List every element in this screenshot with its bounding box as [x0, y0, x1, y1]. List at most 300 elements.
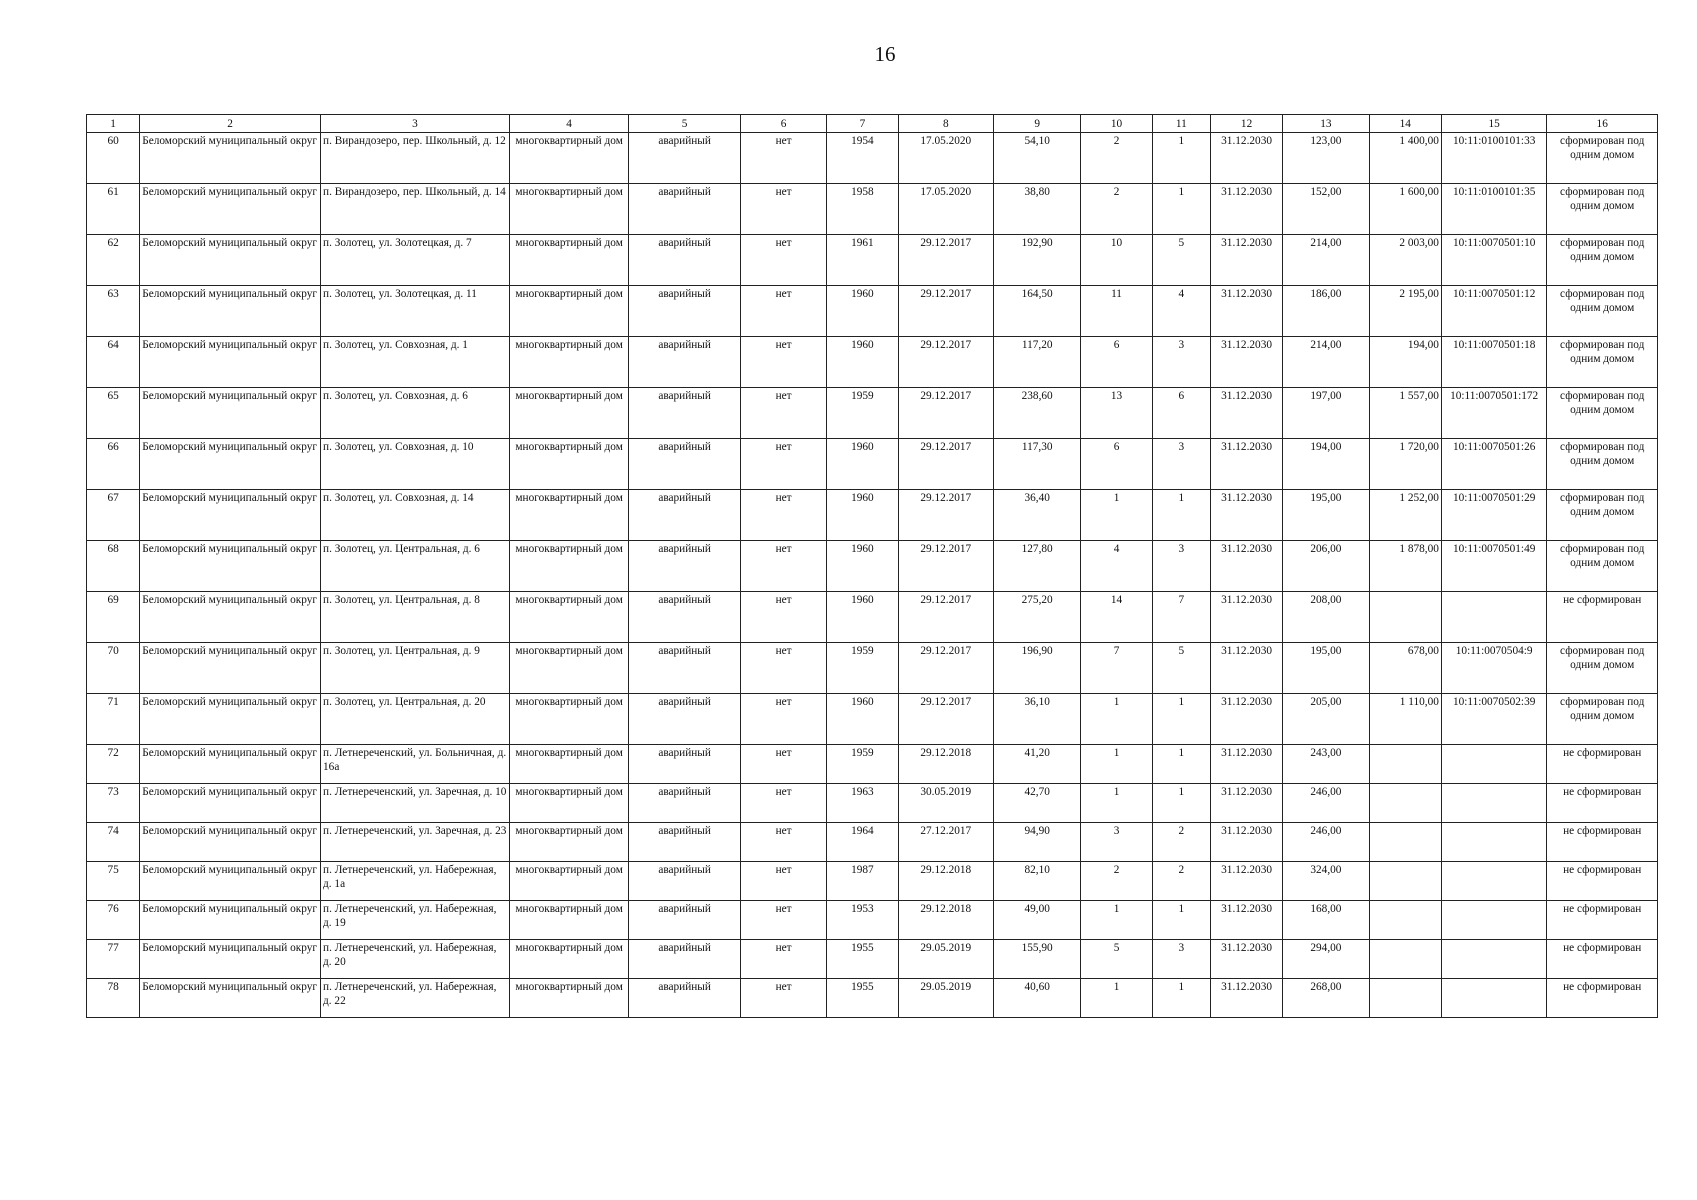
col10-cell: 1	[1081, 979, 1152, 1018]
status-cell: аварийный	[629, 541, 740, 592]
area-cell: 41,20	[993, 745, 1080, 784]
col14-cell	[1369, 901, 1441, 940]
col10-cell: 10	[1081, 235, 1152, 286]
col10-cell: 1	[1081, 694, 1152, 745]
land-status-cell: не сформирован	[1547, 823, 1658, 862]
col13-cell: 243,00	[1283, 745, 1369, 784]
col13-cell: 205,00	[1283, 694, 1369, 745]
flag-cell: нет	[740, 592, 826, 643]
flag-cell: нет	[740, 388, 826, 439]
year-cell: 1963	[827, 784, 898, 823]
column-header: 8	[898, 115, 993, 133]
cadastre-cell: 10:11:0100101:35	[1441, 184, 1546, 235]
address-cell: п. Золотец, ул. Центральная, д. 9	[321, 643, 510, 694]
municipality-cell: Беломорский муниципальный округ	[140, 286, 321, 337]
table-row	[87, 439, 1658, 490]
cadastre-cell	[1441, 862, 1546, 901]
date-cell: 29.12.2017	[898, 337, 993, 388]
land-status-cell: сформирован под одним домом	[1547, 490, 1658, 541]
date-cell: 29.12.2018	[898, 901, 993, 940]
year-cell: 1959	[827, 643, 898, 694]
year-cell: 1955	[827, 979, 898, 1018]
area-cell: 196,90	[993, 643, 1080, 694]
area-cell: 117,20	[993, 337, 1080, 388]
status-cell: аварийный	[629, 337, 740, 388]
municipality-cell: Беломорский муниципальный округ	[140, 901, 321, 940]
col13-cell: 214,00	[1283, 235, 1369, 286]
row-number: 66	[87, 439, 140, 490]
address-cell: п. Золотец, ул. Золотецкая, д. 7	[321, 235, 510, 286]
building-type-cell: многоквартирный дом	[509, 979, 629, 1018]
building-type-cell: многоквартирный дом	[509, 862, 629, 901]
flag-cell: нет	[740, 235, 826, 286]
deadline-cell: 31.12.2030	[1210, 133, 1282, 184]
col11-cell: 3	[1152, 541, 1210, 592]
col10-cell: 14	[1081, 592, 1152, 643]
cadastre-cell	[1441, 784, 1546, 823]
year-cell: 1960	[827, 439, 898, 490]
col11-cell: 1	[1152, 133, 1210, 184]
area-cell: 36,10	[993, 694, 1080, 745]
municipality-cell: Беломорский муниципальный округ	[140, 592, 321, 643]
building-type-cell: многоквартирный дом	[509, 823, 629, 862]
col10-cell: 1	[1081, 784, 1152, 823]
col11-cell: 3	[1152, 439, 1210, 490]
row-number: 74	[87, 823, 140, 862]
col14-cell: 1 878,00	[1369, 541, 1441, 592]
deadline-cell: 31.12.2030	[1210, 592, 1282, 643]
col11-cell: 3	[1152, 337, 1210, 388]
flag-cell: нет	[740, 133, 826, 184]
column-header: 12	[1210, 115, 1282, 133]
building-type-cell: многоквартирный дом	[509, 940, 629, 979]
table-row	[87, 694, 1658, 745]
municipality-cell: Беломорский муниципальный округ	[140, 235, 321, 286]
deadline-cell: 31.12.2030	[1210, 694, 1282, 745]
address-cell: п. Вирандозеро, пер. Школьный, д. 14	[321, 184, 510, 235]
address-cell: п. Летнереченский, ул. Больничная, д. 16а	[321, 745, 510, 784]
status-cell: аварийный	[629, 235, 740, 286]
area-cell: 82,10	[993, 862, 1080, 901]
row-number: 65	[87, 388, 140, 439]
date-cell: 29.12.2018	[898, 745, 993, 784]
row-number: 71	[87, 694, 140, 745]
table-row	[87, 388, 1658, 439]
address-cell: п. Золотец, ул. Совхозная, д. 6	[321, 388, 510, 439]
col11-cell: 1	[1152, 784, 1210, 823]
area-cell: 117,30	[993, 439, 1080, 490]
table-row	[87, 784, 1658, 823]
col14-cell: 1 557,00	[1369, 388, 1441, 439]
municipality-cell: Беломорский муниципальный округ	[140, 133, 321, 184]
building-type-cell: многоквартирный дом	[509, 784, 629, 823]
land-status-cell: не сформирован	[1547, 745, 1658, 784]
col14-cell	[1369, 823, 1441, 862]
col14-cell: 2 195,00	[1369, 286, 1441, 337]
col11-cell: 1	[1152, 979, 1210, 1018]
col14-cell	[1369, 979, 1441, 1018]
table-row	[87, 235, 1658, 286]
status-cell: аварийный	[629, 388, 740, 439]
land-status-cell: не сформирован	[1547, 862, 1658, 901]
date-cell: 29.12.2018	[898, 862, 993, 901]
cadastre-cell: 10:11:0070501:12	[1441, 286, 1546, 337]
area-cell: 36,40	[993, 490, 1080, 541]
row-number: 76	[87, 901, 140, 940]
flag-cell: нет	[740, 694, 826, 745]
row-number: 69	[87, 592, 140, 643]
col14-cell: 1 720,00	[1369, 439, 1441, 490]
col14-cell	[1369, 592, 1441, 643]
table-row	[87, 184, 1658, 235]
col10-cell: 13	[1081, 388, 1152, 439]
deadline-cell: 31.12.2030	[1210, 979, 1282, 1018]
deadline-cell: 31.12.2030	[1210, 643, 1282, 694]
municipality-cell: Беломорский муниципальный округ	[140, 784, 321, 823]
address-cell: п. Золотец, ул. Совхозная, д. 14	[321, 490, 510, 541]
address-cell: п. Золотец, ул. Центральная, д. 8	[321, 592, 510, 643]
col14-cell: 194,00	[1369, 337, 1441, 388]
land-status-cell: сформирован под одним домом	[1547, 541, 1658, 592]
date-cell: 29.12.2017	[898, 235, 993, 286]
cadastre-cell: 10:11:0070501:18	[1441, 337, 1546, 388]
row-number: 75	[87, 862, 140, 901]
building-type-cell: многоквартирный дом	[509, 592, 629, 643]
land-status-cell: не сформирован	[1547, 592, 1658, 643]
status-cell: аварийный	[629, 745, 740, 784]
row-number: 67	[87, 490, 140, 541]
column-header: 3	[321, 115, 510, 133]
area-cell: 38,80	[993, 184, 1080, 235]
col13-cell: 268,00	[1283, 979, 1369, 1018]
date-cell: 29.12.2017	[898, 388, 993, 439]
year-cell: 1960	[827, 286, 898, 337]
flag-cell: нет	[740, 745, 826, 784]
status-cell: аварийный	[629, 490, 740, 541]
year-cell: 1960	[827, 592, 898, 643]
cadastre-cell: 10:11:0070501:49	[1441, 541, 1546, 592]
municipality-cell: Беломорский муниципальный округ	[140, 940, 321, 979]
date-cell: 29.12.2017	[898, 694, 993, 745]
date-cell: 29.12.2017	[898, 643, 993, 694]
deadline-cell: 31.12.2030	[1210, 901, 1282, 940]
col10-cell: 2	[1081, 862, 1152, 901]
date-cell: 29.12.2017	[898, 439, 993, 490]
col14-cell	[1369, 784, 1441, 823]
status-cell: аварийный	[629, 979, 740, 1018]
deadline-cell: 31.12.2030	[1210, 940, 1282, 979]
column-header: 4	[509, 115, 629, 133]
municipality-cell: Беломорский муниципальный округ	[140, 694, 321, 745]
col14-cell: 678,00	[1369, 643, 1441, 694]
building-type-cell: многоквартирный дом	[509, 337, 629, 388]
col10-cell: 3	[1081, 823, 1152, 862]
col13-cell: 197,00	[1283, 388, 1369, 439]
building-type-cell: многоквартирный дом	[509, 439, 629, 490]
year-cell: 1959	[827, 388, 898, 439]
flag-cell: нет	[740, 940, 826, 979]
column-header: 1	[87, 115, 140, 133]
deadline-cell: 31.12.2030	[1210, 439, 1282, 490]
status-cell: аварийный	[629, 784, 740, 823]
housing-table	[86, 114, 1658, 1018]
col13-cell: 246,00	[1283, 784, 1369, 823]
status-cell: аварийный	[629, 862, 740, 901]
deadline-cell: 31.12.2030	[1210, 337, 1282, 388]
date-cell: 30.05.2019	[898, 784, 993, 823]
deadline-cell: 31.12.2030	[1210, 823, 1282, 862]
col14-cell	[1369, 940, 1441, 979]
deadline-cell: 31.12.2030	[1210, 235, 1282, 286]
column-header: 9	[993, 115, 1080, 133]
address-cell: п. Летнереченский, ул. Набережная, д. 19	[321, 901, 510, 940]
col14-cell: 1 600,00	[1369, 184, 1441, 235]
col10-cell: 4	[1081, 541, 1152, 592]
status-cell: аварийный	[629, 133, 740, 184]
cadastre-cell	[1441, 901, 1546, 940]
address-cell: п. Летнереченский, ул. Набережная, д. 1а	[321, 862, 510, 901]
col10-cell: 6	[1081, 439, 1152, 490]
col10-cell: 2	[1081, 184, 1152, 235]
area-cell: 164,50	[993, 286, 1080, 337]
land-status-cell: сформирован под одним домом	[1547, 388, 1658, 439]
area-cell: 54,10	[993, 133, 1080, 184]
table-row	[87, 133, 1658, 184]
address-cell: п. Золотец, ул. Совхозная, д. 1	[321, 337, 510, 388]
land-status-cell: не сформирован	[1547, 901, 1658, 940]
row-number: 77	[87, 940, 140, 979]
col14-cell: 1 110,00	[1369, 694, 1441, 745]
col13-cell: 195,00	[1283, 643, 1369, 694]
col11-cell: 2	[1152, 862, 1210, 901]
date-cell: 29.12.2017	[898, 490, 993, 541]
area-cell: 238,60	[993, 388, 1080, 439]
year-cell: 1960	[827, 694, 898, 745]
area-cell: 49,00	[993, 901, 1080, 940]
building-type-cell: многоквартирный дом	[509, 694, 629, 745]
land-status-cell: сформирован под одним домом	[1547, 439, 1658, 490]
column-header: 2	[140, 115, 321, 133]
deadline-cell: 31.12.2030	[1210, 184, 1282, 235]
col14-cell: 2 003,00	[1369, 235, 1441, 286]
status-cell: аварийный	[629, 901, 740, 940]
col13-cell: 168,00	[1283, 901, 1369, 940]
municipality-cell: Беломорский муниципальный округ	[140, 823, 321, 862]
address-cell: п. Летнереченский, ул. Заречная, д. 23	[321, 823, 510, 862]
status-cell: аварийный	[629, 643, 740, 694]
deadline-cell: 31.12.2030	[1210, 388, 1282, 439]
col11-cell: 6	[1152, 388, 1210, 439]
status-cell: аварийный	[629, 823, 740, 862]
land-status-cell: не сформирован	[1547, 940, 1658, 979]
building-type-cell: многоквартирный дом	[509, 643, 629, 694]
cadastre-cell	[1441, 745, 1546, 784]
row-number: 64	[87, 337, 140, 388]
row-number: 63	[87, 286, 140, 337]
building-type-cell: многоквартирный дом	[509, 490, 629, 541]
area-cell: 192,90	[993, 235, 1080, 286]
land-status-cell: сформирован под одним домом	[1547, 643, 1658, 694]
area-cell: 94,90	[993, 823, 1080, 862]
address-cell: п. Летнереченский, ул. Заречная, д. 10	[321, 784, 510, 823]
municipality-cell: Беломорский муниципальный округ	[140, 337, 321, 388]
flag-cell: нет	[740, 337, 826, 388]
building-type-cell: многоквартирный дом	[509, 184, 629, 235]
building-type-cell: многоквартирный дом	[509, 286, 629, 337]
table-row	[87, 979, 1658, 1018]
table-row	[87, 823, 1658, 862]
cadastre-cell: 10:11:0070501:172	[1441, 388, 1546, 439]
year-cell: 1955	[827, 940, 898, 979]
row-number: 62	[87, 235, 140, 286]
row-number: 78	[87, 979, 140, 1018]
municipality-cell: Беломорский муниципальный округ	[140, 979, 321, 1018]
land-status-cell: сформирован под одним домом	[1547, 184, 1658, 235]
area-cell: 155,90	[993, 940, 1080, 979]
table-row	[87, 541, 1658, 592]
table-row	[87, 337, 1658, 388]
flag-cell: нет	[740, 979, 826, 1018]
building-type-cell: многоквартирный дом	[509, 133, 629, 184]
row-number: 68	[87, 541, 140, 592]
column-header: 14	[1369, 115, 1441, 133]
col13-cell: 206,00	[1283, 541, 1369, 592]
status-cell: аварийный	[629, 184, 740, 235]
cadastre-cell	[1441, 592, 1546, 643]
address-cell: п. Летнереченский, ул. Набережная, д. 20	[321, 940, 510, 979]
table-row	[87, 901, 1658, 940]
deadline-cell: 31.12.2030	[1210, 490, 1282, 541]
deadline-cell: 31.12.2030	[1210, 286, 1282, 337]
row-number: 60	[87, 133, 140, 184]
deadline-cell: 31.12.2030	[1210, 862, 1282, 901]
flag-cell: нет	[740, 286, 826, 337]
deadline-cell: 31.12.2030	[1210, 784, 1282, 823]
land-status-cell: не сформирован	[1547, 784, 1658, 823]
municipality-cell: Беломорский муниципальный округ	[140, 388, 321, 439]
table-row	[87, 592, 1658, 643]
date-cell: 27.12.2017	[898, 823, 993, 862]
building-type-cell: многоквартирный дом	[509, 745, 629, 784]
table-row	[87, 490, 1658, 541]
col14-cell	[1369, 745, 1441, 784]
column-header: 15	[1441, 115, 1546, 133]
cadastre-cell: 10:11:0070501:10	[1441, 235, 1546, 286]
year-cell: 1961	[827, 235, 898, 286]
address-cell: п. Золотец, ул. Центральная, д. 20	[321, 694, 510, 745]
col10-cell: 1	[1081, 745, 1152, 784]
col10-cell: 11	[1081, 286, 1152, 337]
status-cell: аварийный	[629, 940, 740, 979]
municipality-cell: Беломорский муниципальный округ	[140, 541, 321, 592]
date-cell: 29.05.2019	[898, 940, 993, 979]
column-number-header	[87, 115, 1658, 133]
flag-cell: нет	[740, 541, 826, 592]
cadastre-cell	[1441, 940, 1546, 979]
col11-cell: 1	[1152, 901, 1210, 940]
col11-cell: 3	[1152, 940, 1210, 979]
date-cell: 29.05.2019	[898, 979, 993, 1018]
column-header: 5	[629, 115, 740, 133]
cadastre-cell: 10:11:0070501:26	[1441, 439, 1546, 490]
address-cell: п. Золотец, ул. Золотецкая, д. 11	[321, 286, 510, 337]
col13-cell: 246,00	[1283, 823, 1369, 862]
deadline-cell: 31.12.2030	[1210, 745, 1282, 784]
flag-cell: нет	[740, 184, 826, 235]
table-row	[87, 643, 1658, 694]
col11-cell: 1	[1152, 184, 1210, 235]
column-header: 16	[1547, 115, 1658, 133]
col14-cell: 1 400,00	[1369, 133, 1441, 184]
col13-cell: 195,00	[1283, 490, 1369, 541]
row-number: 72	[87, 745, 140, 784]
year-cell: 1958	[827, 184, 898, 235]
row-number: 61	[87, 184, 140, 235]
table-row	[87, 862, 1658, 901]
area-cell: 42,70	[993, 784, 1080, 823]
col10-cell: 1	[1081, 490, 1152, 541]
status-cell: аварийный	[629, 592, 740, 643]
status-cell: аварийный	[629, 286, 740, 337]
area-cell: 127,80	[993, 541, 1080, 592]
flag-cell: нет	[740, 901, 826, 940]
cadastre-cell: 10:11:0070504:9	[1441, 643, 1546, 694]
col11-cell: 1	[1152, 745, 1210, 784]
col11-cell: 4	[1152, 286, 1210, 337]
col11-cell: 7	[1152, 592, 1210, 643]
land-status-cell: сформирован под одним домом	[1547, 337, 1658, 388]
row-number: 73	[87, 784, 140, 823]
col11-cell: 5	[1152, 643, 1210, 694]
cadastre-cell: 10:11:0070501:29	[1441, 490, 1546, 541]
table-row	[87, 745, 1658, 784]
col13-cell: 152,00	[1283, 184, 1369, 235]
status-cell: аварийный	[629, 439, 740, 490]
col14-cell: 1 252,00	[1369, 490, 1441, 541]
date-cell: 17.05.2020	[898, 184, 993, 235]
flag-cell: нет	[740, 784, 826, 823]
year-cell: 1960	[827, 490, 898, 541]
land-status-cell: сформирован под одним домом	[1547, 694, 1658, 745]
cadastre-cell: 10:11:0070502:39	[1441, 694, 1546, 745]
row-number: 70	[87, 643, 140, 694]
year-cell: 1959	[827, 745, 898, 784]
year-cell: 1960	[827, 541, 898, 592]
year-cell: 1953	[827, 901, 898, 940]
flag-cell: нет	[740, 643, 826, 694]
building-type-cell: многоквартирный дом	[509, 388, 629, 439]
col13-cell: 208,00	[1283, 592, 1369, 643]
date-cell: 29.12.2017	[898, 592, 993, 643]
year-cell: 1987	[827, 862, 898, 901]
column-header: 6	[740, 115, 826, 133]
col11-cell: 2	[1152, 823, 1210, 862]
municipality-cell: Беломорский муниципальный округ	[140, 184, 321, 235]
col11-cell: 1	[1152, 694, 1210, 745]
table-body	[87, 115, 1658, 1018]
col11-cell: 5	[1152, 235, 1210, 286]
building-type-cell: многоквартирный дом	[509, 541, 629, 592]
area-cell: 275,20	[993, 592, 1080, 643]
address-cell: п. Вирандозеро, пер. Школьный, д. 12	[321, 133, 510, 184]
col10-cell: 2	[1081, 133, 1152, 184]
col10-cell: 5	[1081, 940, 1152, 979]
municipality-cell: Беломорский муниципальный округ	[140, 439, 321, 490]
status-cell: аварийный	[629, 694, 740, 745]
col13-cell: 294,00	[1283, 940, 1369, 979]
col13-cell: 214,00	[1283, 337, 1369, 388]
col13-cell: 324,00	[1283, 862, 1369, 901]
